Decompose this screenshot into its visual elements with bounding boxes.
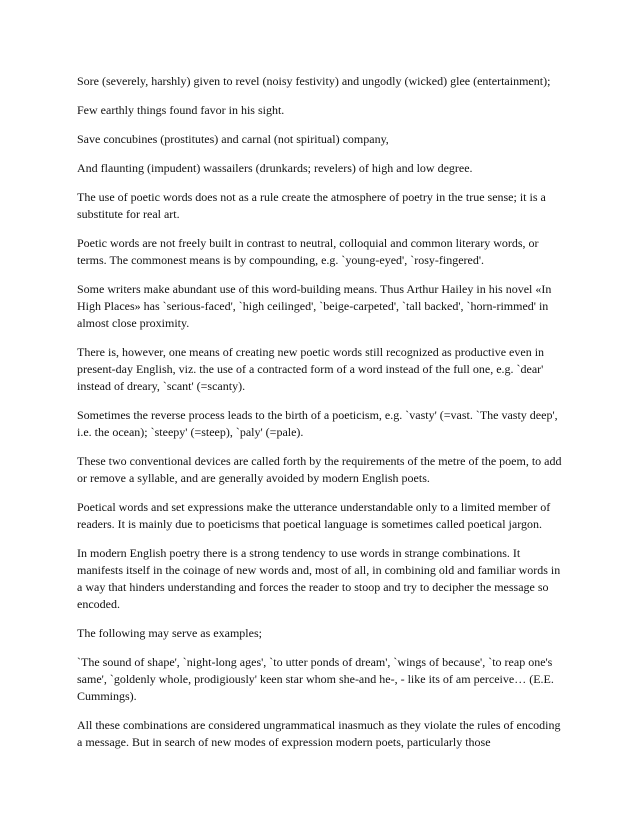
- paragraph-12: In modern English poetry there is a strong tendency to use words in strange combinations. It manifests itself in the coinage of new words and, most of all, in combining old and familiar words in a way that hinders understanding and forces the reader to stoop and try to decipher the message so encoded.: [77, 546, 561, 611]
- paragraph-6: Poetic words are not freely built in contrast to neutral, colloquial and common literary words, or terms. The commonest means is by compounding, e.g. `young-eyed', `rosy-fingered'.: [77, 236, 539, 267]
- paragraph-3: Save concubines (prostitutes) and carnal (not spiritual) company,: [77, 132, 389, 146]
- paragraph-8: There is, however, one means of creating new poetic words still recognized as productive even in present-day English, viz. the use of a contracted form of a word instead of the full one, e.g. `dear' instead of dreary, `scant' (=scanty).: [77, 345, 545, 393]
- paragraph-1: Sore (severely, harshly) given to revel (noisy festivity) and ungodly (wicked) glee (entertainment);: [77, 74, 551, 88]
- paragraph-4: And flaunting (impudent) wassailers (drunkards; revelers) of high and low degree.: [77, 161, 473, 175]
- paragraph-7: Some writers make abundant use of this word-building means. Thus Arthur Hailey in his novel «In High Places» has `serious-faced', `high ceilinged', `beige-carpeted', `tall backed', `horn-rimmed' in almost close proximity.: [77, 282, 552, 330]
- paragraph-13: The following may serve as examples;: [77, 626, 262, 640]
- paragraph-5: The use of poetic words does not as a rule create the atmosphere of poetry in the true sense; it is a substitute for real art.: [77, 190, 546, 221]
- document-body: [77, 73, 567, 763]
- paragraph-9: Sometimes the reverse process leads to the birth of a poeticism, e.g. `vasty' (=vast. `The vasty deep', i.e. the ocean); `steepy' (=steep), `paly' (=pale).: [77, 408, 558, 439]
- paragraph-11: Poetical words and set expressions make the utterance understandable only to a limited member of readers. It is mainly due to poeticisms that poetical language is sometimes called poetical jargon.: [77, 500, 551, 531]
- paragraph-10: These two conventional devices are called forth by the requirements of the metre of the poem, to add or remove a syllable, and are generally avoided by modern English poets.: [77, 454, 562, 485]
- paragraph-15: All these combinations are considered ungrammatical inasmuch as they violate the rules of encoding a message. But in search of new modes of expression modern poets, particularly those: [77, 718, 561, 749]
- paragraph-2: Few earthly things found favor in his sight.: [77, 103, 285, 117]
- paragraph-14: `The sound of shape', `night-long ages', `to utter ponds of dream', `wings of because', `to reap one's same', `goldenly whole, prodigiously' keen star whom she-and he-, - like its of am perceive… (E.E. Cummings).: [77, 655, 554, 703]
